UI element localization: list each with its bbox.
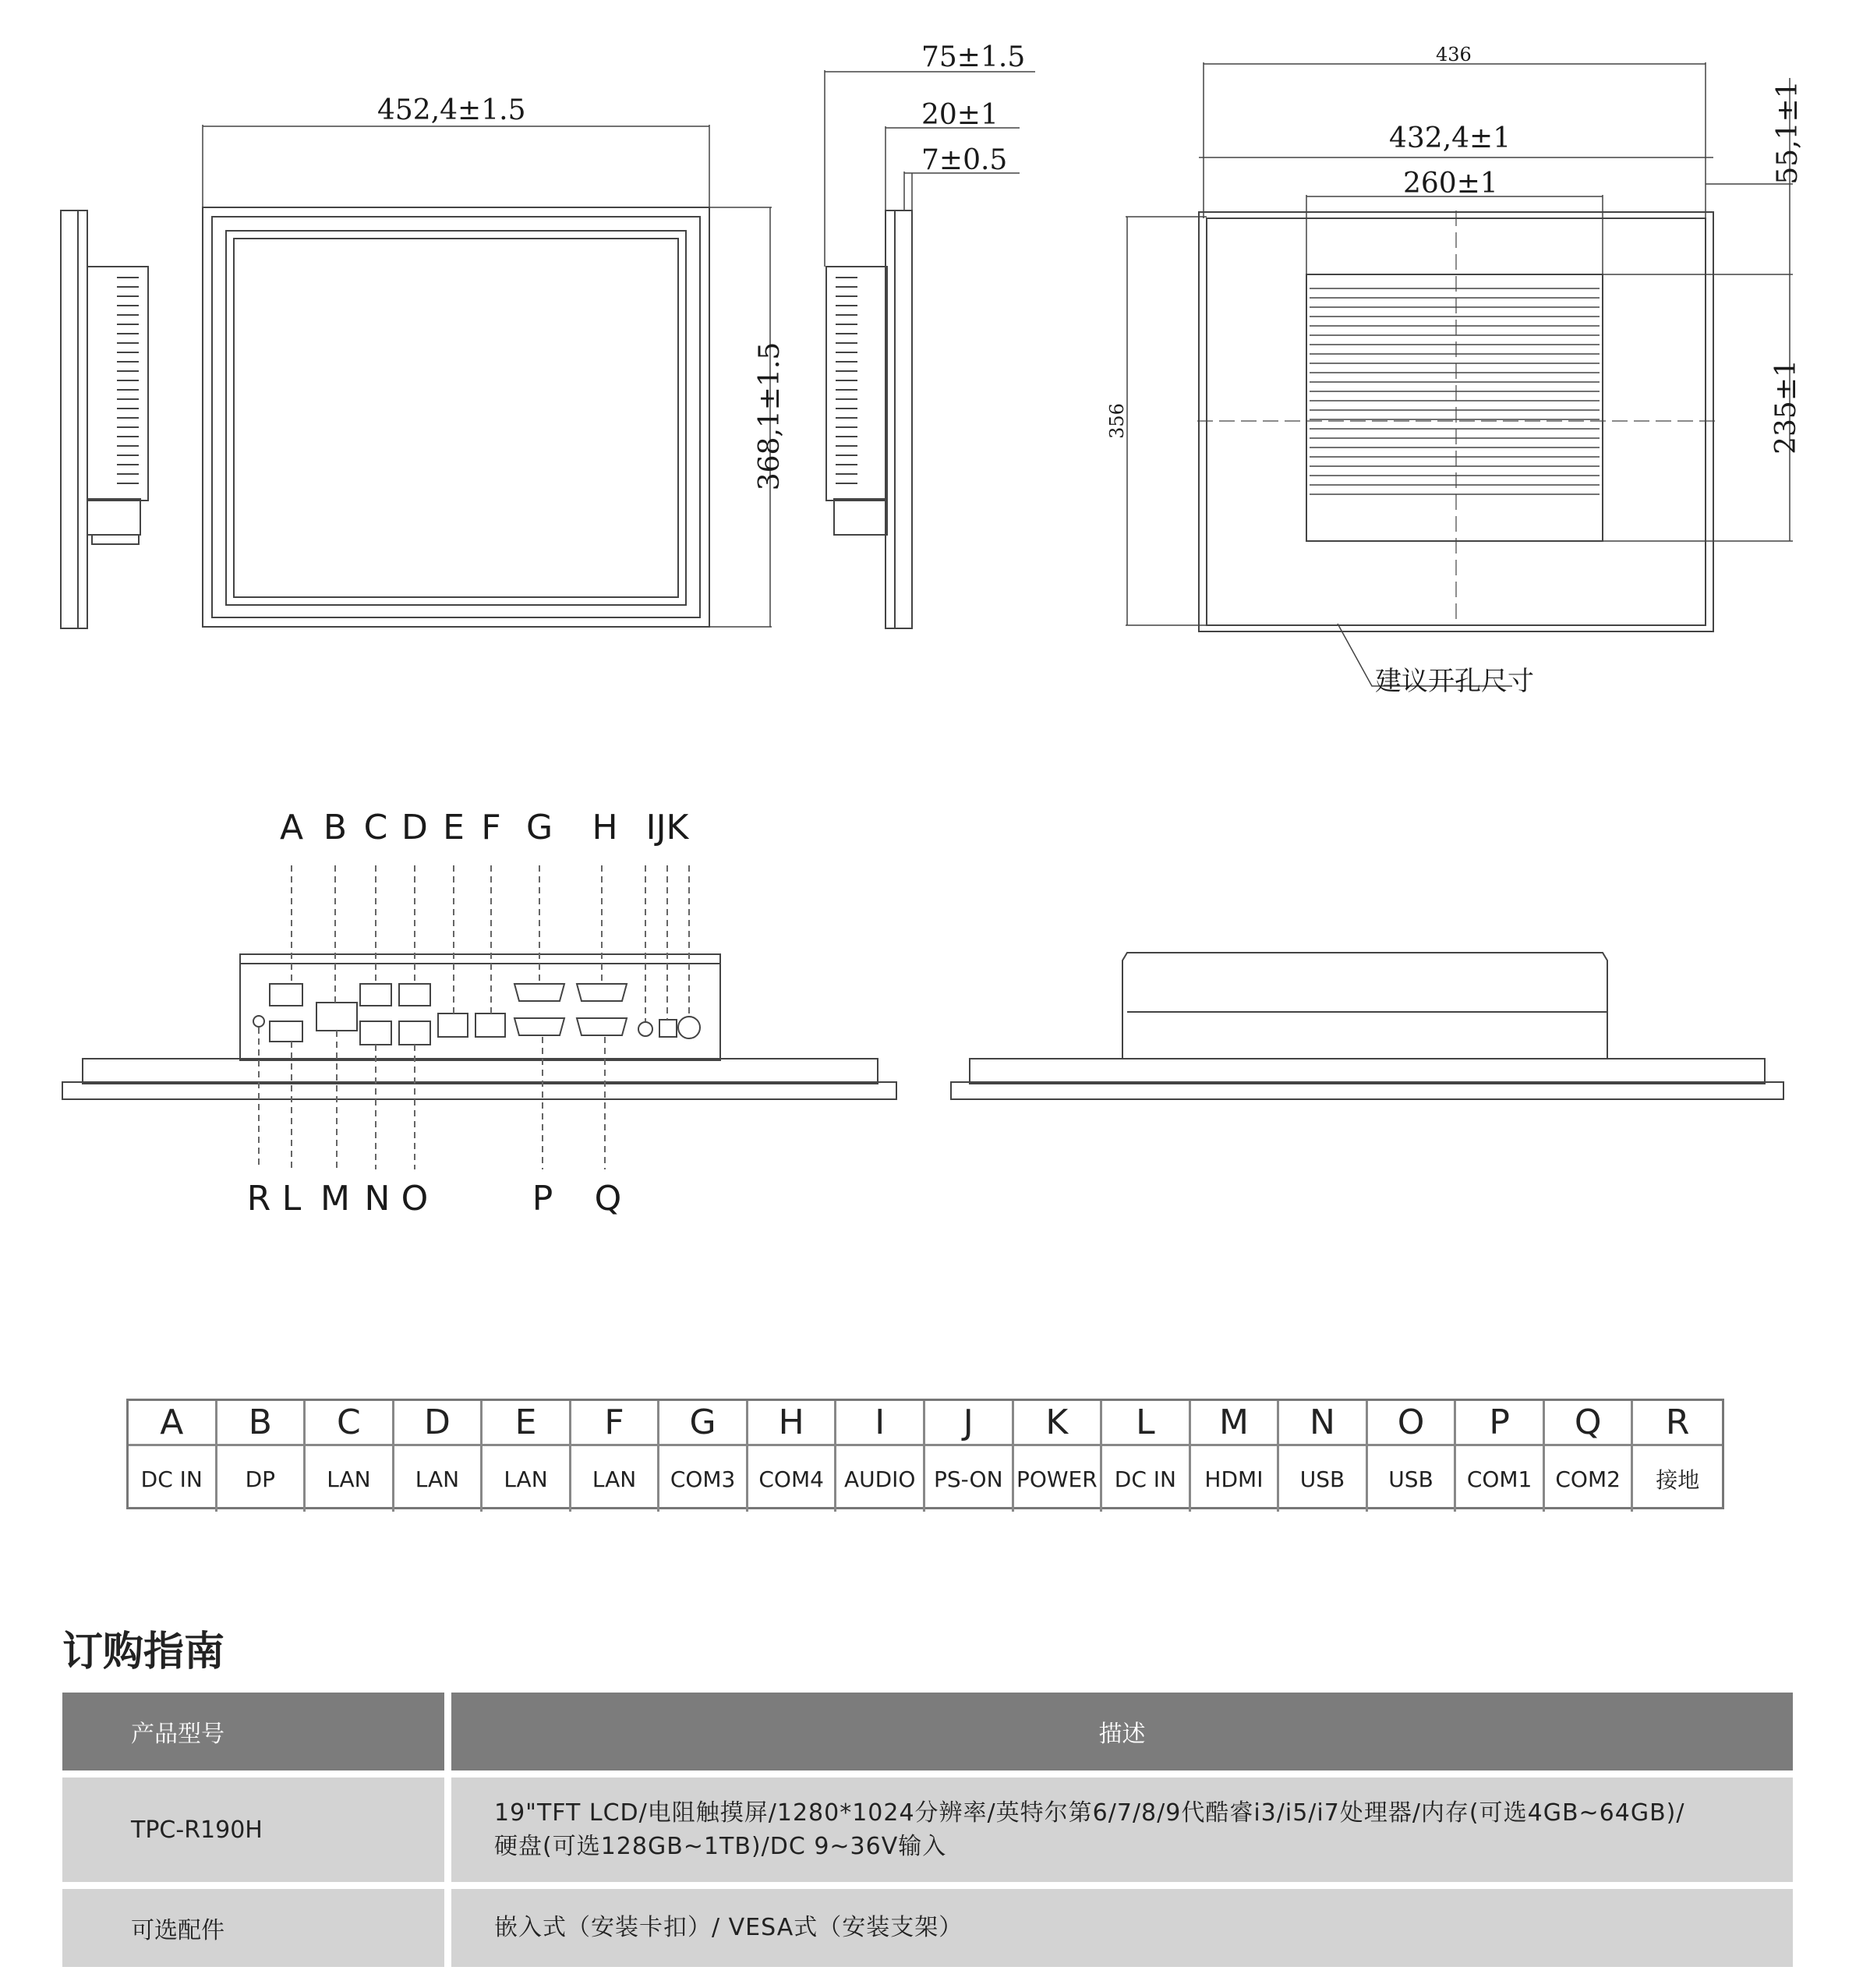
front-height-dimension: 368,1±1.5	[754, 341, 786, 491]
port-name: LAN	[483, 1446, 571, 1512]
port-name: LAN	[306, 1446, 394, 1512]
plain-side-view	[951, 953, 1783, 1099]
port-letter: A	[129, 1401, 217, 1446]
back-height-dimension: 356	[1106, 403, 1128, 439]
io-letter-c: C	[363, 808, 388, 847]
port-letter: E	[483, 1401, 571, 1446]
io-side-view	[62, 954, 896, 1099]
port-letter: Q	[1545, 1401, 1634, 1446]
port-letter: G	[659, 1401, 748, 1446]
port-name: HDMI	[1191, 1446, 1280, 1512]
port-name: COM4	[748, 1446, 837, 1512]
port-name: PS-ON	[925, 1446, 1014, 1512]
model-description-line2: 硬盘(可选128GB~1TB)/DC 9~36V输入	[494, 1833, 947, 1860]
io-letter-h: H	[592, 808, 618, 847]
port-name: COM1	[1456, 1446, 1545, 1512]
model-description	[451, 1778, 1793, 1882]
accessory-label: 可选配件	[62, 1889, 444, 1967]
port-legend-table	[126, 1399, 1724, 1509]
io-letter-q: Q	[594, 1179, 622, 1219]
port-name: COM2	[1545, 1446, 1634, 1512]
cutout-note: 建议开孔尺寸	[1375, 666, 1534, 697]
io-letter-d: D	[401, 808, 428, 847]
port-name: DC IN	[1102, 1446, 1191, 1512]
io-letter-ijk: IJK	[645, 808, 689, 847]
port-name: POWER	[1014, 1446, 1103, 1512]
io-letter-f: F	[481, 808, 501, 847]
io-letter-g: G	[525, 808, 553, 847]
back-view	[1126, 62, 1793, 686]
port-name: USB	[1368, 1446, 1457, 1512]
port-letter: H	[748, 1401, 837, 1446]
ordering-guide-title: 订购指南	[62, 1629, 225, 1675]
port-letter: I	[836, 1401, 925, 1446]
port-letter: B	[217, 1401, 306, 1446]
model-label: TPC-R190H	[62, 1778, 444, 1882]
io-letter-r: R	[246, 1179, 271, 1219]
accessory-description: 嵌入式（安装卡扣）/ VESA式（安装支架）	[451, 1889, 1793, 1967]
port-name: LAN	[394, 1446, 483, 1512]
io-letter-m: M	[320, 1179, 350, 1219]
back-mount-height-dimension: 235±1	[1770, 359, 1802, 455]
io-letter-l: L	[281, 1179, 302, 1219]
port-name: DP	[217, 1446, 306, 1512]
io-letter-p: P	[532, 1179, 553, 1219]
port-name: DC IN	[129, 1446, 217, 1512]
port-letter: L	[1102, 1401, 1191, 1446]
back-inner-width-dimension: 432,4±1	[1389, 122, 1511, 154]
back-top-offset-dimension: 55,1±1	[1772, 80, 1804, 185]
back-outer-width-dimension: 436	[1436, 44, 1472, 65]
front-width-dimension: 452,4±1.5	[377, 94, 526, 126]
header-description: 描述	[451, 1693, 1793, 1770]
port-letter: O	[1368, 1401, 1457, 1446]
header-model: 产品型号	[62, 1693, 444, 1770]
port-letter: P	[1456, 1401, 1545, 1446]
port-name: USB	[1279, 1446, 1368, 1512]
port-letter: K	[1014, 1401, 1103, 1446]
back-mount-width-dimension: 260±1	[1403, 168, 1498, 200]
port-letter: M	[1191, 1401, 1280, 1446]
io-letter-b: B	[323, 808, 348, 847]
left-side-profile	[61, 210, 148, 628]
port-letter: R	[1633, 1401, 1722, 1446]
port-letter: F	[571, 1401, 660, 1446]
front-view	[203, 125, 772, 627]
port-letter: C	[306, 1401, 394, 1446]
io-letter-n: N	[364, 1179, 391, 1219]
port-name: LAN	[571, 1446, 660, 1512]
port-name: COM3	[659, 1446, 748, 1512]
side-bezel-dimension: 20±1	[921, 99, 999, 131]
io-letter-a: A	[279, 808, 304, 847]
side-front-dimension: 7±0.5	[921, 144, 1008, 176]
io-letter-o: O	[401, 1179, 429, 1219]
io-letter-e: E	[443, 808, 465, 847]
port-name: 接地	[1656, 1467, 1700, 1493]
ordering-table	[62, 1693, 1793, 1967]
side-depth-dimension: 75±1.5	[921, 41, 1026, 73]
port-letter: N	[1279, 1401, 1368, 1446]
port-letter: J	[925, 1401, 1014, 1446]
model-description-line1: 19"TFT LCD/电阻触摸屏/1280*1024分辨率/英特尔第6/7/8/9代酷睿i3/i5/i7处理器/内存(可选4GB~64GB)/	[494, 1799, 1685, 1827]
port-name: AUDIO	[836, 1446, 925, 1512]
port-letter: D	[394, 1401, 483, 1446]
